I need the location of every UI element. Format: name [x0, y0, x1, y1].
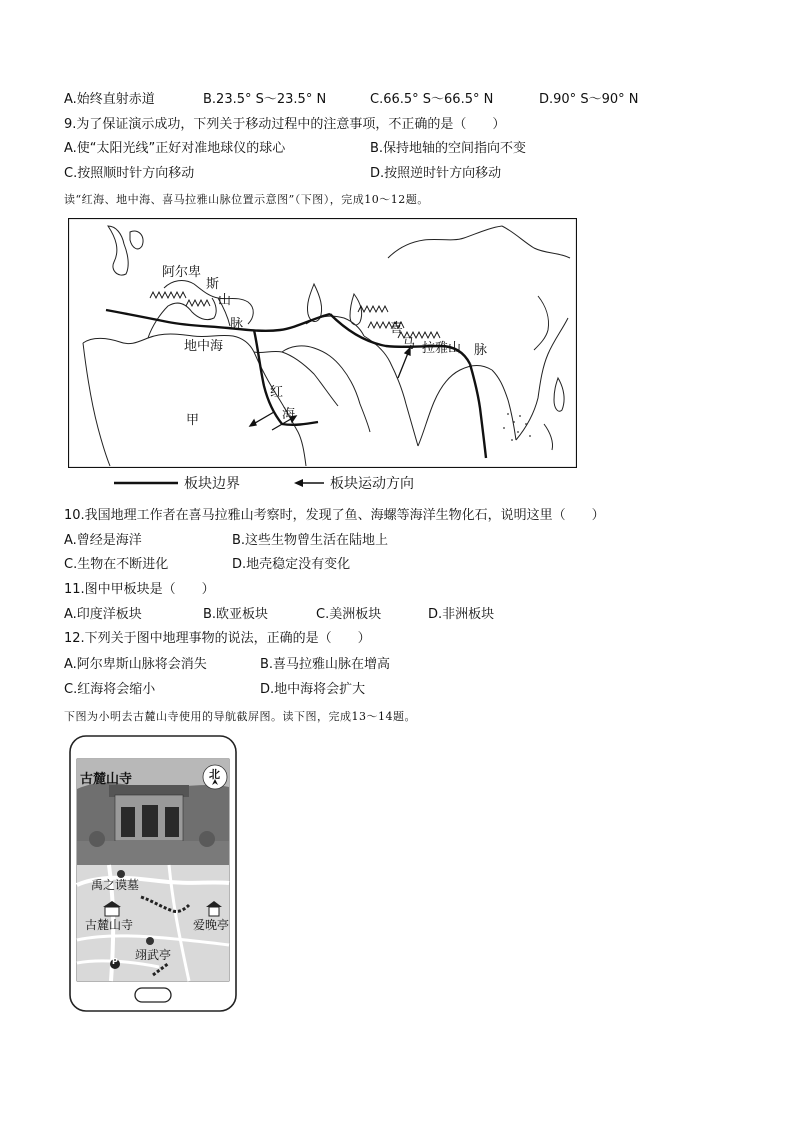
label-hima-3: 拉雅山: [422, 341, 462, 356]
label-alps-4: 脉: [230, 317, 244, 332]
parking-label: P: [112, 957, 118, 966]
place-xiwu-pavilion: 翊武亭: [135, 948, 172, 962]
temple-icon: [105, 907, 119, 916]
place-aiwan-pavilion: 爱晚亭: [193, 918, 230, 932]
xiwu-pavilion-icon: [146, 937, 154, 945]
q11-option-d: D.非洲板块: [428, 607, 495, 622]
q11-option-b: B.欧亚板块: [203, 607, 269, 622]
place-temple: 古麓山寺: [85, 918, 134, 932]
q8-option-a: A.始终直射赤道: [64, 92, 155, 107]
phone-title: 古麓山寺: [80, 772, 133, 787]
q9-option-b: B.保持地轴的空间指向不变: [370, 141, 527, 156]
q10-stem: 10.我国地理工作者在喜马拉雅山考察时，发现了鱼、海螺等海洋生物化石，说明这里（ ）: [64, 508, 605, 523]
label-red-sea-2: 海: [282, 407, 296, 422]
label-alps-1: 阿尔卑: [162, 265, 202, 280]
q9-option-c: C.按照顺时针方向移动: [64, 166, 195, 181]
q12-option-a: A.阿尔卑斯山脉将会消失: [64, 657, 207, 672]
q9-option-d: D.按照逆时针方向移动: [370, 166, 502, 181]
label-red-sea-1: 红: [270, 385, 284, 400]
phone-navigation-figure: [69, 735, 237, 1012]
legend-arrow-head: [294, 479, 303, 487]
place-tomb: 禹之谟墓: [91, 878, 140, 892]
map-legend: [68, 470, 577, 496]
label-alps-3: 山: [218, 293, 232, 308]
q12-option-c: C.红海将会缩小: [64, 682, 156, 697]
q10-option-b: B.这些生物曾生活在陆地上: [232, 533, 389, 548]
pavilion-icon: [209, 907, 219, 916]
intro-13-14: 下图为小明去古麓山寺使用的导航截屏图。读下图，完成13～14题。: [64, 710, 416, 723]
q10-option-d: D.地壳稳定没有变化: [232, 557, 351, 572]
q8-option-d: D.90° S～90° N: [539, 92, 639, 107]
q9-option-a: A.使“太阳光线”正好对准地球仪的球心: [64, 141, 286, 156]
intro-10-12: 读“红海、地中海、喜马拉雅山脉位置示意图”（下图），完成10～12题。: [64, 193, 429, 206]
q12-stem: 12.下列关于图中地理事物的说法，正确的是（ ）: [64, 631, 371, 646]
q8-option-c: C.66.5° S～66.5° N: [370, 92, 494, 107]
q11-option-a: A.印度洋板块: [64, 607, 142, 622]
q11-stem: 11.图中甲板块是（ ）: [64, 582, 215, 597]
q10-option-a: A.曾经是海洋: [64, 533, 142, 548]
north-label: 北: [209, 768, 220, 781]
label-alps-2: 斯: [206, 277, 220, 292]
legend-direction-label: 板块运动方向: [330, 476, 414, 492]
label-jia: 甲: [186, 413, 200, 428]
map-frame: [69, 219, 577, 468]
q12-option-b: B.喜马拉雅山脉在增高: [260, 657, 391, 672]
q9-stem: 9.为了保证演示成功，下列关于移动过程中的注意事项，不正确的是（ ）: [64, 117, 506, 132]
q11-option-c: C.美洲板块: [316, 607, 382, 622]
q8-option-b: B.23.5° S～23.5° N: [203, 92, 327, 107]
label-hima-1: 喜: [390, 321, 404, 336]
q10-option-c: C.生物在不断进化: [64, 557, 169, 572]
label-mediterranean: 地中海: [184, 339, 224, 354]
plate-map: [68, 218, 577, 468]
q12-option-d: D.地中海将会扩大: [260, 682, 366, 697]
label-hima-4: 脉: [474, 343, 488, 358]
label-hima-2: 马: [402, 337, 416, 352]
legend-boundary-label: 板块边界: [184, 476, 240, 492]
